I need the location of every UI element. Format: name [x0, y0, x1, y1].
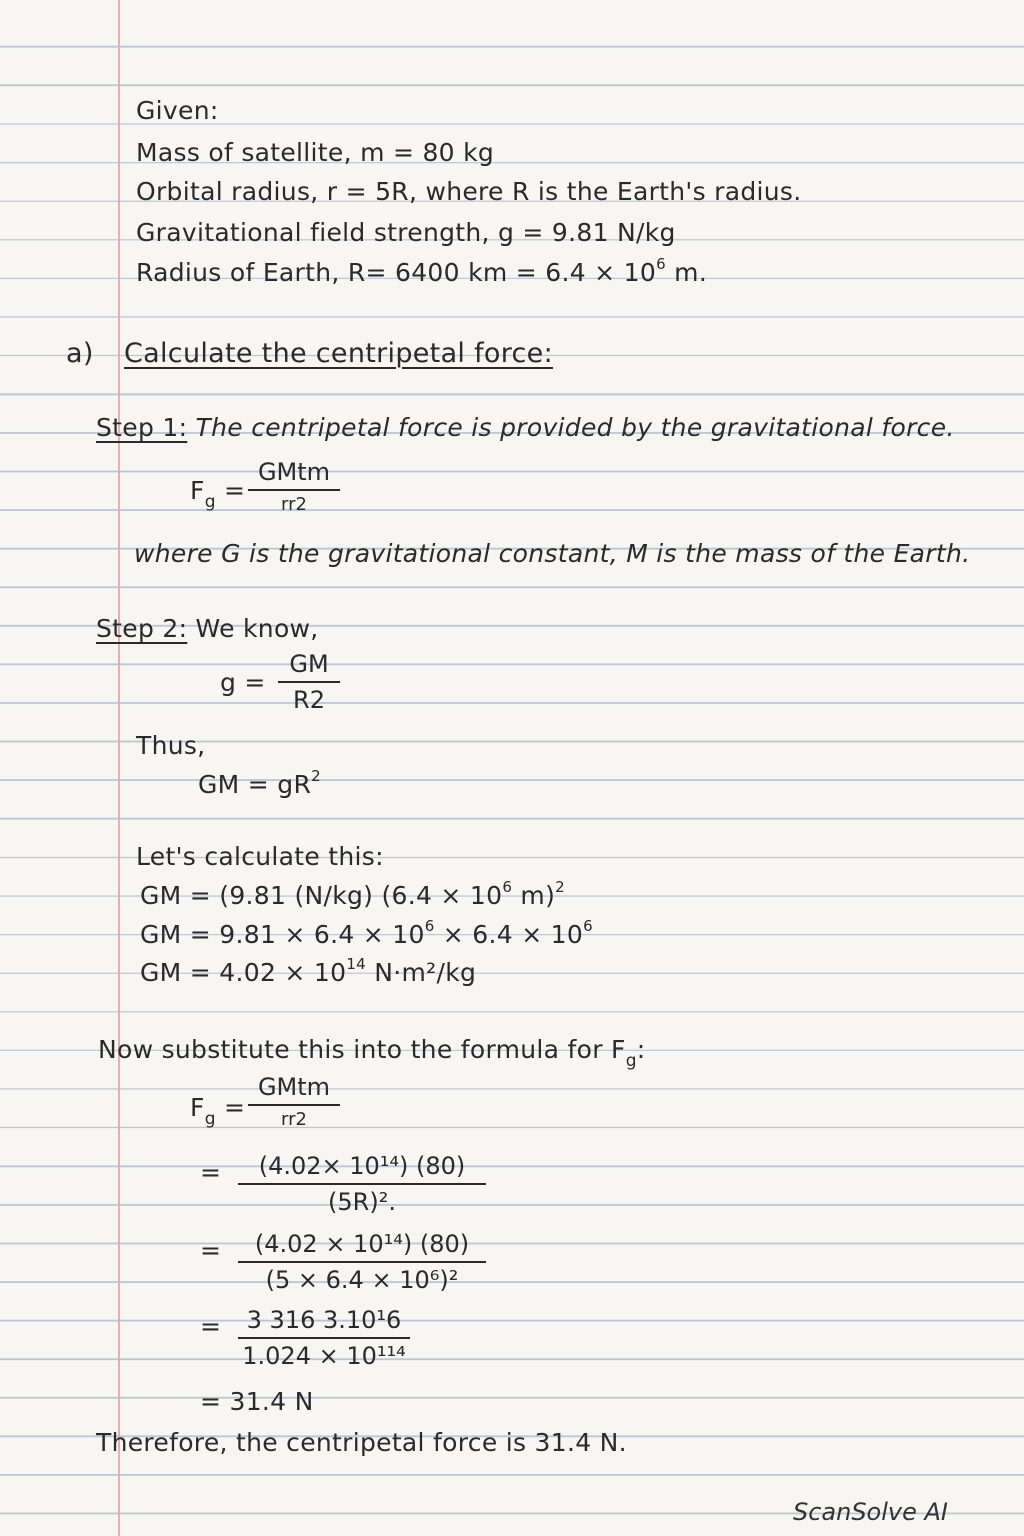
- substitute-fraction: GMtm rr2: [248, 1073, 340, 1130]
- step2-label: Step 2:: [96, 614, 188, 643]
- part-a-title: Calculate the centripetal force:: [124, 338, 553, 369]
- given-orbital-radius: Orbital radius, r = 5R, where R is the Earth's radius.: [136, 177, 802, 206]
- step2-lhs: g =: [220, 668, 266, 697]
- step2-gm-equation: GM = $gR^2$: [198, 767, 321, 799]
- substitute-lhs: $F_g$ =: [190, 1093, 246, 1129]
- step2-line: Step 2: We know,: [96, 614, 319, 643]
- fraction-1: (4.02× 10¹⁴) (80) (5R)².: [238, 1152, 486, 1216]
- step1-lhs: $F_g$ =: [190, 476, 246, 512]
- eq-sign-2: =: [200, 1236, 222, 1265]
- calc-line2: GM = $9.81 \times 6.4 \times 10^6 \times 6.4 \times 10^6$: [140, 917, 593, 949]
- fraction-3: 3 316 3.10¹6 1.024 × 10¹¹⁴: [238, 1306, 410, 1370]
- calc-line3: GM = $4.02 \times 10^{14}$ N·m²/kg: [140, 955, 477, 987]
- conclusion: Therefore, the centripetal force is 31.4 N.: [96, 1428, 627, 1457]
- given-heading: Given:: [136, 96, 219, 125]
- given-mass: Mass of satellite, m = 80 kg: [136, 138, 495, 167]
- step1-label: Step 1:: [96, 413, 188, 442]
- eq-sign-1: =: [200, 1158, 222, 1187]
- step2-fraction: GM R2: [278, 650, 340, 714]
- given-field-strength: Gravitational field strength, g = 9.81 N/kg: [136, 218, 676, 247]
- result-line: = 31.4 N: [200, 1387, 314, 1416]
- brand-watermark: ScanSolve AI: [792, 1498, 948, 1526]
- given-earth-radius: Radius of Earth, R= 6400 km = $6.4 \times 10^6$ m.: [136, 255, 708, 287]
- margin-line: [118, 0, 120, 1536]
- step1-where: where G is the gravitational constant, M is the mass of the Earth.: [134, 539, 971, 568]
- calc-line1: GM = (9.81 (N/kg) ($6.4 \times 10^6$ m)$^2$: [140, 878, 565, 910]
- fraction-2: (4.02 × 10¹⁴) (80) (5 × 6.4 × 10⁶)²: [238, 1230, 486, 1294]
- step2-thus: Thus,: [136, 731, 206, 760]
- part-a-label: a): [66, 338, 94, 369]
- step1-fraction: GMtm rr2: [248, 458, 340, 515]
- eq-sign-3: =: [200, 1312, 222, 1341]
- step1-line: Step 1: The centripetal force is provided by the gravitational force.: [96, 413, 955, 442]
- substitute-intro: Now substitute this into the formula for $F_g$:: [98, 1035, 646, 1071]
- calc-intro: Let's calculate this:: [136, 842, 384, 871]
